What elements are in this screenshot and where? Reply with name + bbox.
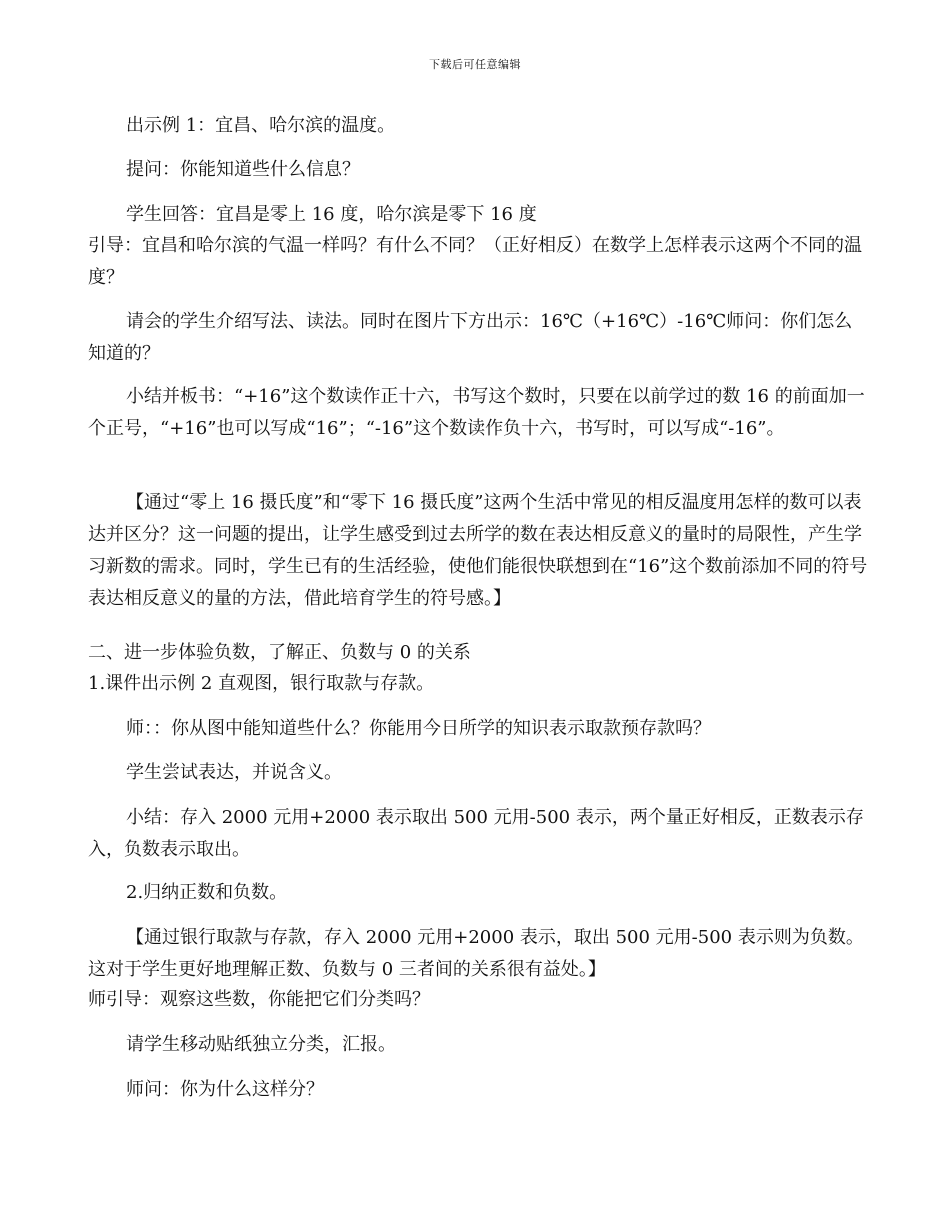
paragraph-summary-1: 小结并板书：“+16”这个数读作正十六，书写这个数时，只要在以前学过的数 16 的前面加一个正号，“+16”也可以写成“16”；“-16”这个数读作负十六，书写时，可以写成“-16”。 <box>88 386 865 439</box>
paragraph-note-1: 【通过“零上 16 摄氏度”和“零下 16 摄氏度”这两个生活中常见的相反温度用怎样的数可以表达并区分？这一问题的提出，让学生感受到过去所学的数在表达相反意义的量时的局限性，产生学习新数的需求。同时，学生已有的生活经验，使他们能很快联想到在“16”这个数前添加不同的符号表达相反意义的量的方法，借此培育学生的符号感。】 <box>88 492 868 609</box>
paragraph-student-try: 学生尝试表达，并说含义。 <box>126 762 342 783</box>
section-heading-2: 二、进一步体验负数，了解正、负数与 0 的关系 <box>88 642 471 663</box>
paragraph-guide: 引导：宜昌和哈尔滨的气温一样吗？有什么不同？（正好相反）在数学上怎样表示这两个不同的温度？ <box>88 235 862 288</box>
paragraph-student-answer: 学生回答：宜昌是零上 16 度，哈尔滨是零下 16 度 <box>126 204 537 225</box>
paragraph-introduce: 请会的学生介绍写法、读法。同时在图片下方出示：16℃（+16℃）-16℃师问：你们怎么知道的？ <box>88 311 853 364</box>
paragraph-item-2: 2.归纳正数和负数。 <box>126 882 288 903</box>
paragraph-students-classify: 请学生移动贴纸独立分类，汇报。 <box>126 1034 396 1055</box>
paragraph-teacher-guide: 师引导：观察这些数，你能把它们分类吗？ <box>88 989 430 1010</box>
paragraph-example-1: 出示例 1：宜昌、哈尔滨的温度。 <box>126 115 396 136</box>
paragraph-teacher-ask: 师问：你为什么这样分？ <box>126 1079 324 1100</box>
paragraph-question: 提问：你能知道些什么信息？ <box>126 159 360 180</box>
paragraph-note-2: 【通过银行取款与存款，存入 2000 元用+2000 表示，取出 500 元用-500 表示则为负数。这对于学生更好地理解正数、负数与 0 三者间的关系很有益处。】 <box>88 927 864 980</box>
paragraph-summary-2: 小结：存入 2000 元用+2000 表示取出 500 元用-500 表示，两个量正好相反，正数表示存入，负数表示取出。 <box>88 807 864 860</box>
paragraph-item-1: 1.课件出示例 2 直观图，银行取款与存款。 <box>88 673 435 694</box>
paragraph-teacher-question: 师：：你从图中能知道些什么？你能用今日所学的知识表示取款预存款吗？ <box>126 718 711 739</box>
page-header: 下载后可任意编辑 <box>429 58 521 71</box>
